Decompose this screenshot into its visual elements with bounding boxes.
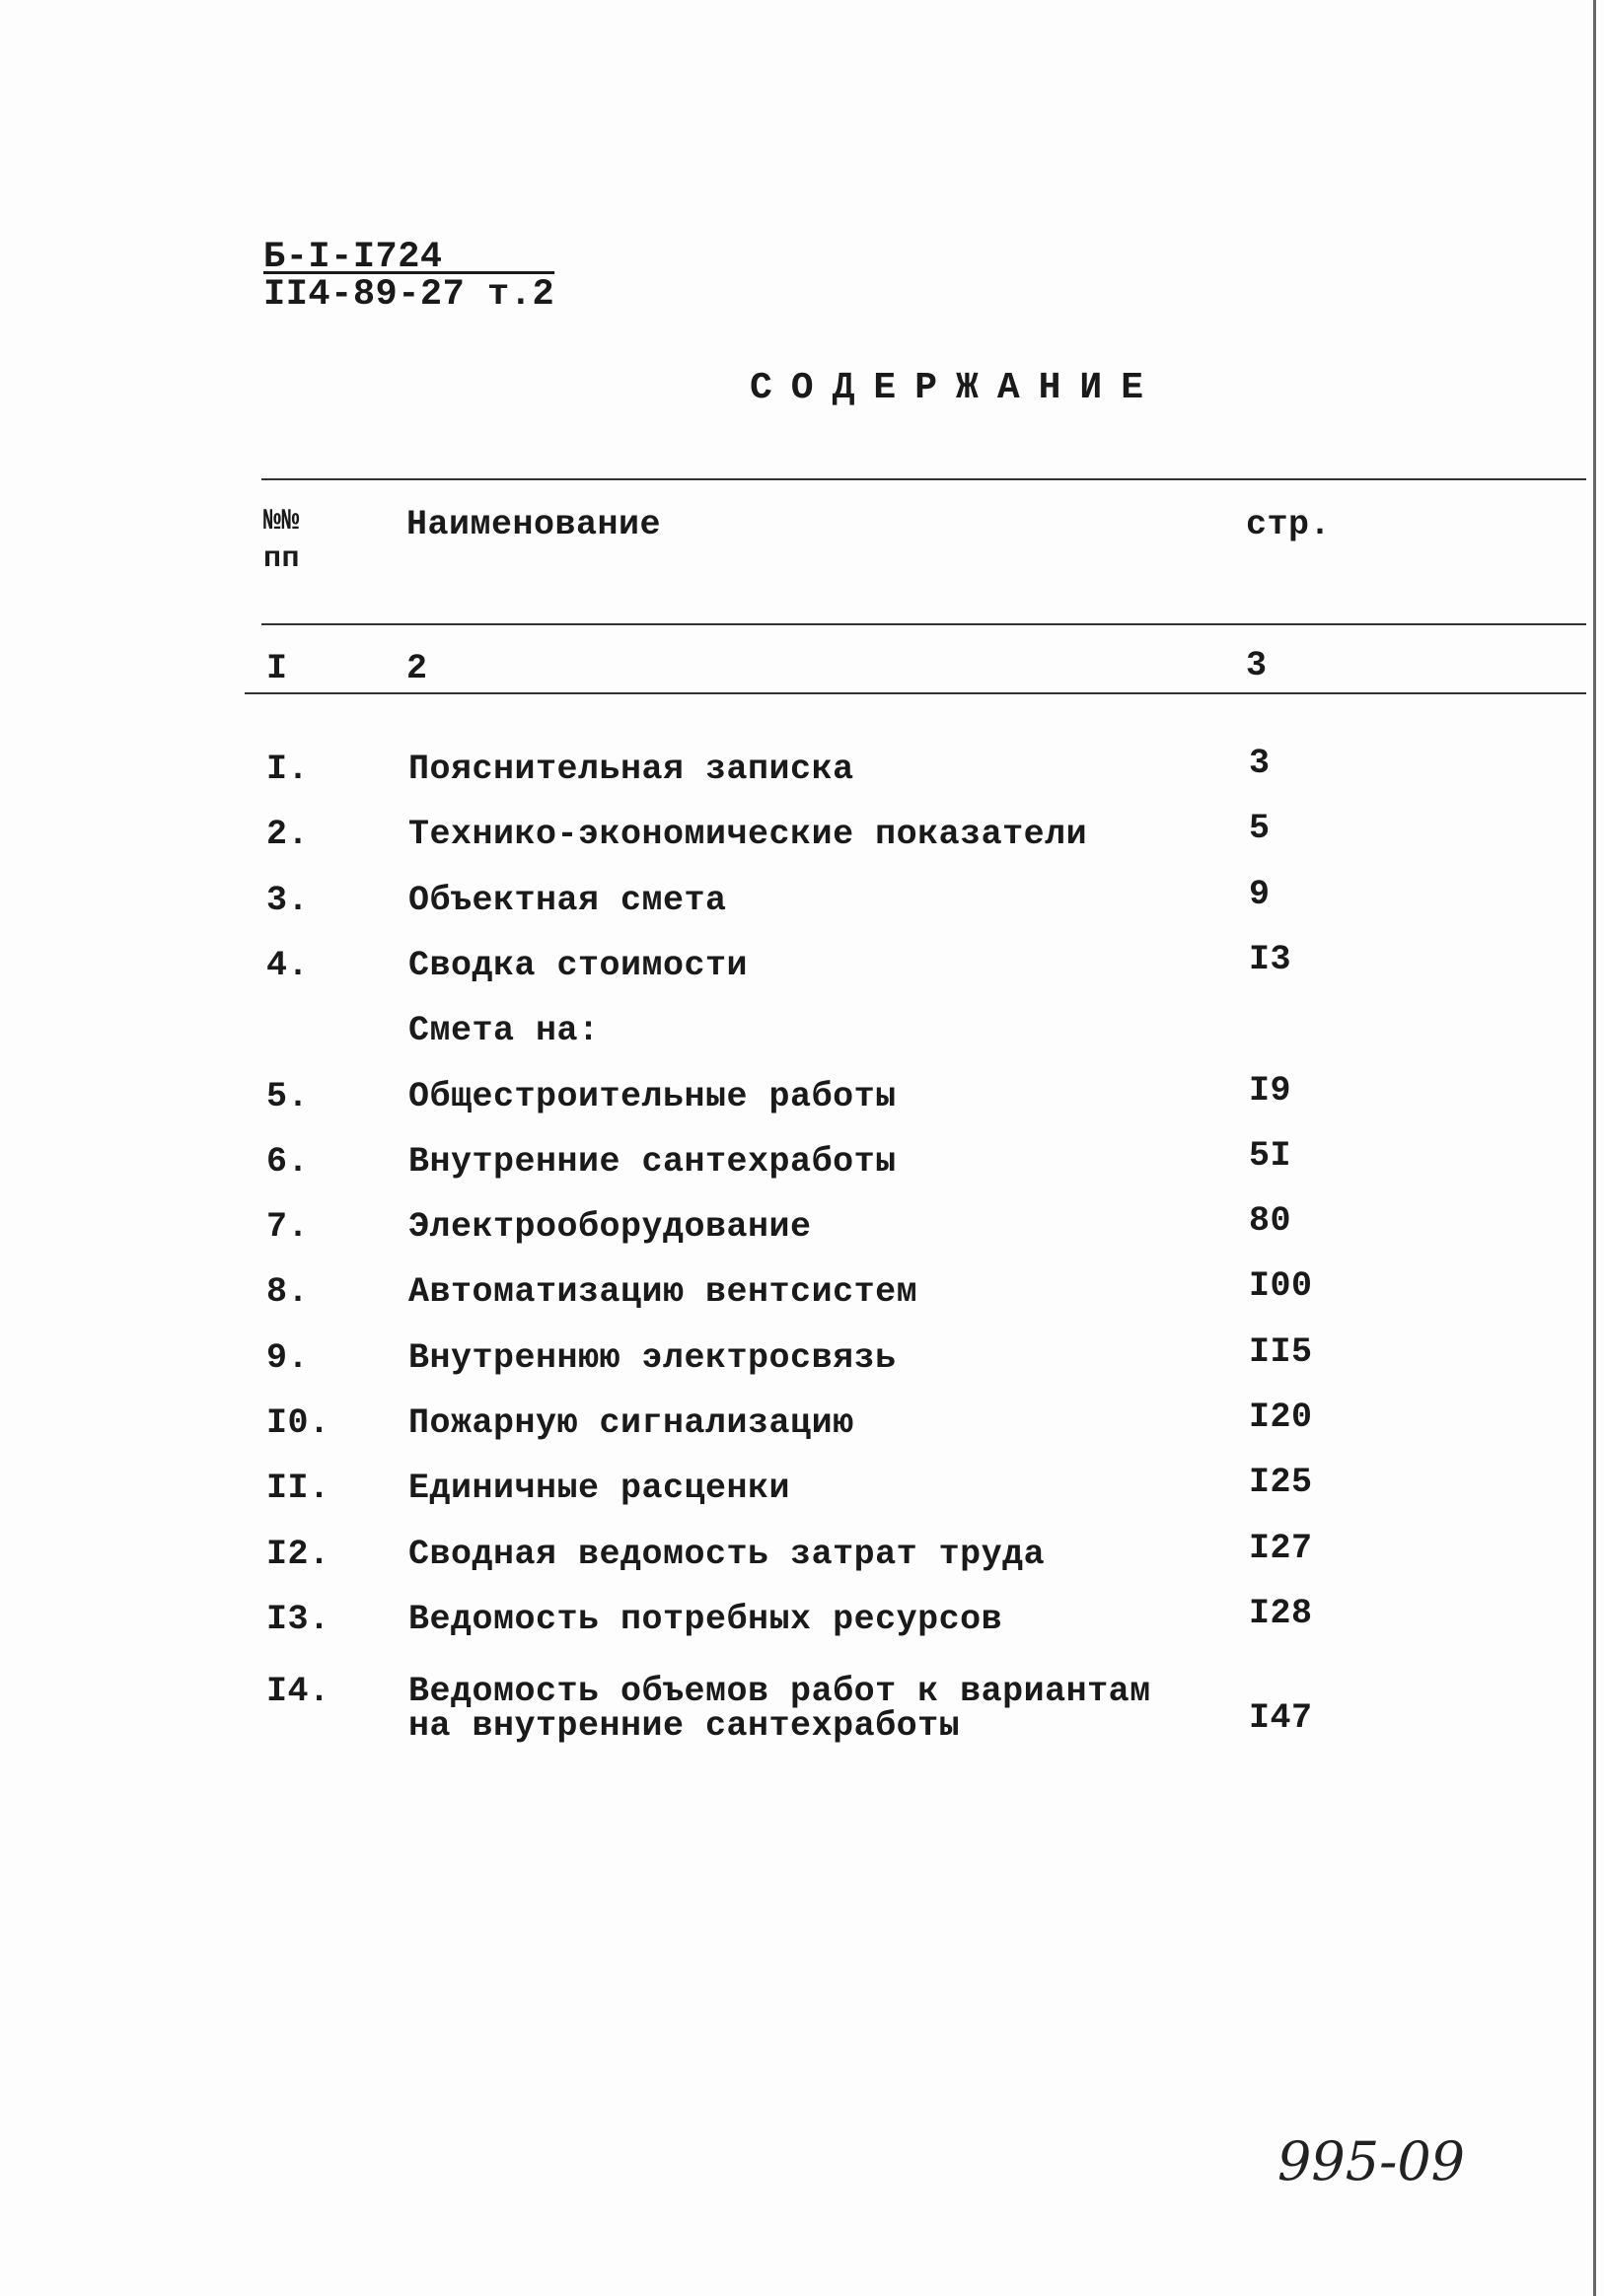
row-page: I47 <box>1249 1698 1313 1738</box>
row-name: Технико-экономические показатели <box>408 815 1088 855</box>
row-page: 3 <box>1249 744 1271 783</box>
row-page: I00 <box>1249 1266 1313 1307</box>
doc-code-line1: Б-I-I724 <box>263 237 443 278</box>
row-number: 4. <box>266 945 310 985</box>
handwritten-number: 995-09 <box>1277 2130 1466 2192</box>
row-number: 8. <box>266 1272 310 1313</box>
row-name: Пояснительная записка <box>408 750 854 789</box>
row-name: Внутренние сантехработы <box>408 1141 897 1182</box>
row-page: I20 <box>1249 1398 1313 1437</box>
row-number: I2. <box>266 1534 330 1574</box>
row-number: 3. <box>266 880 310 920</box>
row-page: 5I <box>1249 1135 1292 1176</box>
row-page: I25 <box>1249 1463 1313 1503</box>
row-number: 7. <box>266 1207 310 1248</box>
row-name: Сводка стоимости <box>408 945 749 985</box>
header-page: стр. <box>1246 505 1332 544</box>
row-number: 6. <box>266 1141 310 1182</box>
row-page: 80 <box>1249 1201 1292 1242</box>
table-top-rule <box>261 478 1586 480</box>
page-edge <box>1593 0 1596 2296</box>
header-name: Наименование <box>406 505 662 544</box>
doc-code-line2: II4-89-27 т.2 <box>263 274 555 316</box>
row-number: 5. <box>266 1076 310 1116</box>
column-number-1: I <box>266 649 288 688</box>
row-page: 5 <box>1249 809 1271 849</box>
row-number: I0. <box>266 1403 330 1443</box>
row-number: I. <box>266 750 310 789</box>
row-name-line1: Ведомость объемов работ к вариантам <box>408 1672 1151 1711</box>
row-name: Ведомость потребных ресурсов <box>408 1599 1003 1639</box>
row-page: I28 <box>1249 1593 1313 1633</box>
header-num-l2: пп <box>263 542 301 576</box>
row-page: I9 <box>1249 1070 1292 1111</box>
row-page: I27 <box>1249 1528 1313 1568</box>
row-name: Смета на: <box>408 1011 600 1051</box>
page-title: СОДЕРЖАНИЕ <box>750 367 1163 409</box>
row-name-line2: на внутренние сантехработы <box>408 1706 961 1746</box>
row-name: Общестроительные работы <box>408 1076 897 1116</box>
row-number: II. <box>266 1469 330 1509</box>
row-name: Сводная ведомость затрат труда <box>408 1534 1046 1574</box>
row-page: 9 <box>1249 874 1271 914</box>
header-num-l1: №№ <box>263 505 301 538</box>
row-number: 9. <box>266 1337 310 1378</box>
row-name: Электрооборудование <box>408 1207 812 1248</box>
row-name: Единичные расценки <box>408 1469 791 1509</box>
column-number-2: 2 <box>406 649 428 688</box>
row-name: Пожарную сигнализацию <box>408 1403 854 1443</box>
row-name: Автоматизацию вентсистем <box>408 1272 918 1313</box>
column-numbers-rule <box>245 692 1586 694</box>
row-number: I4. <box>266 1672 330 1711</box>
row-name: Объектная смета <box>408 880 727 920</box>
row-page: II5 <box>1249 1331 1313 1372</box>
row-number: 2. <box>266 815 310 855</box>
row-number: I3. <box>266 1599 330 1639</box>
header-bottom-rule <box>261 623 1586 625</box>
column-number-3: 3 <box>1246 646 1268 685</box>
row-name: Внутреннюю электросвязь <box>408 1337 897 1378</box>
row-page: I3 <box>1249 939 1292 979</box>
